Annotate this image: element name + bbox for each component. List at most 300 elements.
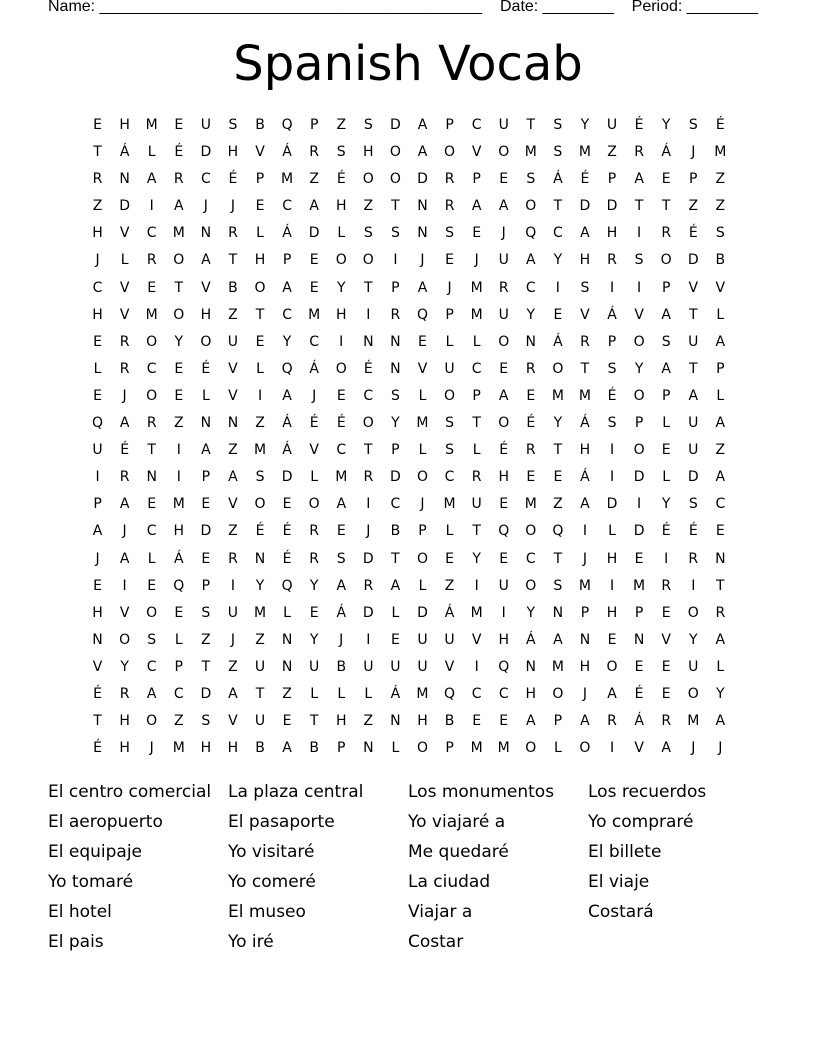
grid-letter[interactable]: I — [474, 577, 479, 594]
grid-letter[interactable]: S — [255, 469, 265, 486]
grid-letter[interactable]: C — [525, 279, 536, 296]
grid-letter[interactable]: E — [174, 604, 184, 621]
grid-letter[interactable]: T — [553, 442, 563, 459]
grid-letter[interactable]: S — [445, 415, 454, 432]
grid-letter[interactable]: D — [687, 469, 699, 486]
grid-letter[interactable]: M — [145, 306, 158, 323]
grid-letter[interactable]: S — [336, 550, 346, 567]
grid-letter[interactable]: T — [174, 279, 184, 296]
grid-letter[interactable]: O — [362, 171, 374, 188]
grid-letter[interactable]: O — [119, 631, 131, 648]
grid-letter[interactable]: V — [228, 713, 238, 730]
grid-letter[interactable]: E — [499, 550, 509, 567]
grid-letter[interactable]: T — [526, 117, 536, 133]
grid-letter[interactable]: I — [122, 577, 127, 594]
grid-letter[interactable]: L — [147, 550, 156, 567]
grid-letter[interactable]: P — [472, 387, 481, 404]
grid-letter[interactable]: S — [363, 225, 373, 242]
grid-letter[interactable]: E — [661, 658, 671, 675]
grid-letter[interactable]: M — [172, 496, 185, 513]
grid-letter[interactable]: R — [661, 225, 672, 242]
grid-letter[interactable]: L — [93, 360, 102, 377]
grid-letter[interactable]: H — [335, 306, 347, 323]
grid-letter[interactable]: A — [146, 685, 157, 702]
grid-letter[interactable]: S — [390, 225, 400, 242]
grid-letter[interactable]: E — [418, 333, 427, 350]
grid-letter[interactable]: L — [445, 333, 454, 350]
grid-letter[interactable]: U — [417, 631, 428, 648]
grid-letter[interactable]: D — [633, 523, 645, 540]
grid-letter[interactable]: Á — [119, 144, 130, 161]
grid-letter[interactable]: O — [335, 360, 347, 377]
grid-letter[interactable]: M — [145, 117, 158, 133]
grid-letter[interactable]: I — [366, 306, 371, 323]
grid-letter[interactable]: Á — [282, 144, 292, 161]
grid-letter[interactable]: Y — [255, 577, 265, 594]
grid-letter[interactable]: M — [308, 306, 321, 323]
grid-letter[interactable]: P — [607, 171, 617, 188]
grid-letter[interactable]: T — [228, 252, 238, 269]
grid-letter[interactable]: U — [498, 306, 509, 323]
grid-letter[interactable]: U — [444, 360, 455, 377]
grid-letter[interactable]: A — [580, 496, 590, 513]
grid-letter[interactable]: O — [498, 415, 510, 432]
grid-letter[interactable]: O — [146, 713, 158, 730]
grid-letter[interactable]: P — [661, 279, 671, 296]
grid-letter[interactable]: Z — [228, 306, 238, 323]
grid-letter[interactable]: N — [281, 631, 293, 648]
grid-letter[interactable]: O — [416, 550, 428, 567]
grid-letter[interactable]: P — [716, 360, 725, 377]
grid-letter[interactable]: I — [609, 279, 615, 296]
grid-letter[interactable]: Q — [281, 577, 293, 594]
grid-letter[interactable]: T — [553, 198, 563, 215]
grid-letter[interactable]: O — [416, 469, 428, 486]
grid-letter[interactable]: R — [634, 144, 644, 161]
grid-letter[interactable]: E — [499, 713, 509, 730]
grid-letter[interactable]: Z — [715, 171, 726, 188]
grid-letter[interactable]: C — [173, 685, 184, 702]
grid-letter[interactable]: H — [200, 306, 212, 323]
grid-letter[interactable]: Z — [92, 198, 103, 215]
grid-letter[interactable]: P — [255, 171, 265, 188]
grid-letter[interactable]: C — [471, 117, 482, 133]
grid-letter[interactable]: L — [256, 225, 264, 242]
grid-letter[interactable]: R — [119, 360, 130, 377]
grid-letter[interactable]: A — [553, 631, 563, 648]
grid-letter[interactable]: Q — [498, 523, 510, 540]
grid-letter[interactable]: N — [254, 550, 266, 567]
grid-letter[interactable]: É — [93, 740, 102, 757]
grid-letter[interactable]: H — [119, 117, 130, 133]
grid-letter[interactable]: Á — [282, 442, 292, 459]
grid-letter[interactable]: U — [498, 117, 509, 133]
grid-letter[interactable]: N — [417, 198, 428, 215]
grid-letter[interactable]: R — [119, 469, 130, 486]
grid-letter[interactable]: I — [609, 442, 615, 459]
grid-letter[interactable]: T — [255, 306, 265, 323]
grid-letter[interactable]: C — [282, 306, 292, 323]
grid-letter[interactable]: L — [147, 144, 156, 161]
grid-letter[interactable]: A — [228, 469, 238, 486]
grid-letter[interactable]: A — [688, 387, 699, 404]
grid-letter[interactable]: T — [147, 442, 156, 459]
grid-letter[interactable]: E — [445, 550, 454, 567]
grid-letter[interactable]: B — [255, 117, 265, 133]
grid-letter[interactable]: S — [634, 252, 644, 269]
grid-letter[interactable]: V — [119, 225, 130, 242]
grid-letter[interactable]: B — [255, 740, 265, 757]
grid-letter[interactable]: I — [555, 279, 560, 296]
grid-letter[interactable]: R — [580, 333, 590, 350]
grid-letter[interactable]: E — [309, 279, 319, 296]
grid-letter[interactable]: É — [255, 523, 265, 540]
grid-letter[interactable]: U — [498, 252, 509, 269]
grid-letter[interactable]: C — [715, 496, 726, 513]
grid-letter[interactable]: V — [471, 631, 482, 648]
grid-letter[interactable]: U — [498, 577, 509, 594]
grid-letter[interactable]: O — [444, 387, 456, 404]
grid-letter[interactable]: D — [200, 523, 212, 540]
grid-letter[interactable]: S — [553, 144, 563, 161]
grid-letter[interactable]: I — [230, 577, 235, 594]
grid-letter[interactable]: Á — [580, 469, 590, 486]
grid-letter[interactable]: O — [254, 496, 266, 513]
grid-letter[interactable]: S — [363, 117, 373, 133]
grid-letter[interactable]: M — [551, 658, 564, 675]
grid-letter[interactable]: E — [174, 117, 184, 133]
grid-letter[interactable]: D — [200, 685, 212, 702]
grid-letter[interactable]: Y — [309, 631, 319, 648]
grid-letter[interactable]: E — [390, 631, 400, 648]
grid-letter[interactable]: É — [120, 442, 130, 459]
grid-letter[interactable]: I — [664, 550, 669, 567]
grid-letter[interactable]: M — [524, 496, 537, 513]
grid-letter[interactable]: P — [201, 469, 211, 486]
grid-letter[interactable]: O — [200, 333, 212, 350]
grid-letter[interactable]: O — [687, 685, 699, 702]
grid-letter[interactable]: A — [417, 144, 428, 161]
grid-letter[interactable]: L — [337, 225, 346, 242]
grid-letter[interactable]: L — [364, 685, 373, 702]
grid-letter[interactable]: S — [553, 577, 563, 594]
grid-letter[interactable]: R — [688, 550, 699, 567]
grid-letter[interactable]: B — [336, 658, 347, 675]
grid-letter[interactable]: O — [606, 658, 618, 675]
grid-letter[interactable]: H — [579, 658, 591, 675]
grid-letter[interactable]: C — [146, 360, 157, 377]
grid-letter[interactable]: J — [447, 279, 452, 296]
grid-letter[interactable]: U — [606, 117, 618, 133]
grid-letter[interactable]: N — [390, 713, 401, 730]
grid-letter[interactable]: É — [499, 442, 509, 459]
grid-letter[interactable]: S — [688, 117, 698, 133]
grid-letter[interactable]: D — [390, 117, 401, 133]
grid-letter[interactable]: E — [553, 306, 563, 323]
grid-letter[interactable]: H — [227, 144, 239, 161]
grid-letter[interactable]: R — [92, 171, 103, 188]
grid-letter[interactable]: E — [93, 387, 102, 404]
grid-letter[interactable]: A — [119, 415, 130, 432]
grid-letter[interactable]: O — [444, 144, 456, 161]
grid-letter[interactable]: E — [472, 713, 482, 730]
grid-letter[interactable]: Z — [173, 415, 184, 432]
grid-letter[interactable]: H — [227, 740, 239, 757]
grid-letter[interactable]: T — [716, 577, 725, 594]
grid-letter[interactable]: R — [661, 713, 672, 730]
grid-letter[interactable]: Z — [255, 631, 265, 648]
grid-letter[interactable]: Z — [607, 144, 617, 161]
grid-letter[interactable]: Z — [282, 685, 292, 702]
grid-letter[interactable]: V — [119, 604, 130, 621]
grid-letter[interactable]: A — [119, 496, 130, 513]
grid-letter[interactable]: Z — [336, 117, 347, 133]
grid-letter[interactable]: R — [607, 252, 617, 269]
grid-letter[interactable]: T — [688, 306, 698, 323]
grid-letter[interactable]: L — [120, 252, 129, 269]
grid-letter[interactable]: L — [553, 740, 562, 757]
grid-letter[interactable]: O — [362, 252, 374, 269]
grid-letter[interactable]: C — [363, 387, 374, 404]
grid-letter[interactable]: V — [634, 740, 644, 757]
grid-letter[interactable]: Á — [282, 225, 292, 242]
grid-letter[interactable]: P — [472, 171, 481, 188]
grid-letter[interactable]: Q — [498, 658, 510, 675]
grid-letter[interactable]: E — [282, 496, 292, 513]
grid-letter[interactable]: Á — [390, 685, 401, 702]
grid-letter[interactable]: A — [661, 306, 671, 323]
grid-letter[interactable]: A — [715, 333, 726, 350]
grid-letter[interactable]: N — [552, 604, 564, 621]
grid-letter[interactable]: M — [253, 604, 267, 621]
grid-letter[interactable]: N — [390, 333, 401, 350]
grid-letter[interactable]: T — [391, 550, 400, 567]
grid-letter[interactable]: R — [173, 171, 184, 188]
grid-letter[interactable]: J — [230, 631, 235, 648]
grid-letter[interactable]: L — [662, 415, 671, 432]
grid-letter[interactable]: É — [336, 415, 346, 432]
grid-letter[interactable]: N — [579, 631, 591, 648]
grid-letter[interactable]: R — [363, 577, 374, 594]
grid-letter[interactable]: U — [92, 442, 103, 459]
grid-letter[interactable]: L — [256, 360, 264, 377]
grid-letter[interactable]: A — [417, 279, 428, 296]
grid-letter[interactable]: J — [691, 740, 696, 757]
grid-letter[interactable]: T — [391, 198, 400, 215]
grid-letter[interactable]: É — [336, 171, 346, 188]
grid-letter[interactable]: Y — [174, 333, 184, 350]
grid-letter[interactable]: D — [200, 144, 212, 161]
grid-letter[interactable]: O — [525, 523, 537, 540]
grid-letter[interactable]: Z — [363, 198, 374, 215]
grid-letter[interactable]: Á — [336, 604, 347, 621]
grid-letter[interactable]: H — [335, 713, 347, 730]
grid-letter[interactable]: C — [146, 523, 157, 540]
grid-letter[interactable]: I — [149, 198, 154, 215]
grid-letter[interactable]: É — [634, 685, 644, 702]
grid-letter[interactable]: Y — [526, 604, 536, 621]
grid-letter[interactable]: Y — [688, 631, 698, 648]
grid-letter[interactable]: D — [362, 604, 374, 621]
grid-letter[interactable]: R — [607, 713, 617, 730]
grid-letter[interactable]: I — [176, 442, 181, 459]
grid-letter[interactable]: É — [661, 523, 671, 540]
grid-letter[interactable]: Á — [444, 604, 455, 621]
grid-letter[interactable]: E — [201, 496, 211, 513]
grid-letter[interactable]: É — [282, 523, 292, 540]
grid-letter[interactable]: H — [606, 604, 618, 621]
grid-letter[interactable]: L — [472, 442, 481, 459]
grid-letter[interactable]: T — [201, 658, 211, 675]
grid-letter[interactable]: N — [525, 658, 537, 675]
grid-letter[interactable]: E — [661, 171, 671, 188]
grid-letter[interactable]: R — [146, 415, 157, 432]
grid-letter[interactable]: H — [335, 198, 347, 215]
grid-letter[interactable]: P — [580, 604, 590, 621]
grid-letter[interactable]: A — [92, 523, 103, 540]
grid-letter[interactable]: U — [688, 442, 699, 459]
grid-letter[interactable]: É — [634, 117, 644, 133]
grid-letter[interactable]: H — [92, 225, 103, 242]
grid-letter[interactable]: M — [470, 740, 483, 757]
grid-letter[interactable]: Y — [336, 279, 346, 296]
grid-letter[interactable]: J — [203, 198, 208, 215]
grid-letter[interactable]: Q — [416, 306, 428, 323]
grid-letter[interactable]: É — [93, 685, 102, 702]
grid-letter[interactable]: O — [416, 740, 428, 757]
grid-letter[interactable]: R — [390, 306, 401, 323]
grid-letter[interactable]: C — [525, 550, 536, 567]
grid-letter[interactable]: E — [553, 469, 563, 486]
grid-letter[interactable]: D — [362, 550, 374, 567]
grid-letter[interactable]: C — [92, 279, 103, 296]
grid-letter[interactable]: R — [119, 685, 130, 702]
grid-letter[interactable]: R — [228, 550, 238, 567]
grid-letter[interactable]: I — [339, 333, 344, 350]
grid-letter[interactable]: H — [119, 740, 130, 757]
grid-letter[interactable]: L — [716, 658, 725, 675]
grid-letter[interactable]: Z — [201, 631, 211, 648]
grid-letter[interactable]: V — [119, 306, 130, 323]
grid-letter[interactable]: O — [254, 279, 266, 296]
grid-letter[interactable]: P — [445, 306, 454, 323]
grid-letter[interactable]: Q — [525, 225, 537, 242]
grid-letter[interactable]: U — [254, 713, 266, 730]
grid-letter[interactable]: P — [391, 442, 400, 459]
grid-letter[interactable]: Á — [282, 415, 292, 432]
grid-letter[interactable]: P — [553, 713, 563, 730]
grid-letter[interactable]: Á — [553, 171, 563, 188]
grid-letter[interactable]: C — [471, 685, 482, 702]
grid-letter[interactable]: S — [445, 442, 454, 459]
grid-letter[interactable]: A — [471, 198, 482, 215]
grid-letter[interactable]: J — [366, 523, 371, 540]
grid-letter[interactable]: B — [309, 740, 319, 757]
grid-letter[interactable]: V — [309, 442, 319, 459]
grid-letter[interactable]: Z — [228, 442, 238, 459]
grid-letter[interactable]: E — [147, 577, 157, 594]
grid-letter[interactable]: E — [93, 117, 102, 133]
grid-letter[interactable]: A — [498, 387, 509, 404]
grid-letter[interactable]: D — [606, 496, 618, 513]
grid-letter[interactable]: A — [526, 252, 536, 269]
grid-letter[interactable]: M — [578, 387, 591, 404]
grid-letter[interactable]: L — [201, 387, 210, 404]
grid-letter[interactable]: Q — [92, 415, 104, 432]
grid-letter[interactable]: E — [472, 225, 482, 242]
grid-letter[interactable]: R — [119, 333, 130, 350]
grid-letter[interactable]: I — [501, 604, 506, 621]
grid-letter[interactable]: Y — [282, 333, 292, 350]
grid-letter[interactable]: S — [715, 225, 725, 242]
grid-letter[interactable]: L — [174, 631, 183, 648]
grid-letter[interactable]: Y — [661, 496, 671, 513]
grid-letter[interactable]: O — [660, 252, 672, 269]
grid-letter[interactable]: Y — [580, 117, 590, 133]
grid-letter[interactable]: M — [470, 279, 483, 296]
grid-letter[interactable]: Q — [173, 577, 185, 594]
grid-letter[interactable]: A — [282, 740, 292, 757]
grid-letter[interactable]: U — [227, 604, 239, 621]
grid-letter[interactable]: J — [312, 387, 317, 404]
grid-letter[interactable]: L — [418, 442, 427, 459]
grid-letter[interactable]: N — [200, 225, 212, 242]
grid-letter[interactable]: C — [146, 225, 157, 242]
grid-letter[interactable]: R — [498, 279, 509, 296]
grid-letter[interactable]: O — [498, 144, 510, 161]
grid-letter[interactable]: O — [308, 496, 320, 513]
grid-letter[interactable]: I — [95, 469, 100, 486]
grid-letter[interactable]: A — [201, 252, 211, 269]
grid-letter[interactable]: H — [606, 550, 618, 567]
grid-letter[interactable]: N — [92, 631, 103, 648]
grid-letter[interactable]: I — [474, 658, 479, 675]
grid-letter[interactable]: I — [582, 523, 588, 540]
grid-letter[interactable]: Y — [309, 577, 319, 594]
grid-letter[interactable]: M — [443, 496, 456, 513]
grid-letter[interactable]: É — [201, 360, 211, 377]
grid-letter[interactable]: M — [470, 604, 483, 621]
grid-letter[interactable]: H — [579, 442, 591, 459]
grid-letter[interactable]: D — [417, 604, 428, 621]
grid-letter[interactable]: M — [551, 387, 564, 404]
grid-letter[interactable]: A — [282, 279, 292, 296]
grid-letter[interactable]: Q — [552, 523, 564, 540]
grid-letter[interactable]: N — [119, 171, 130, 188]
grid-letter[interactable]: E — [147, 496, 157, 513]
grid-letter[interactable]: H — [254, 252, 266, 269]
grid-letter[interactable]: N — [633, 631, 645, 648]
grid-letter[interactable]: J — [122, 523, 127, 540]
grid-letter[interactable]: C — [552, 225, 563, 242]
grid-letter[interactable]: R — [661, 577, 672, 594]
grid-letter[interactable]: T — [93, 713, 102, 730]
grid-letter[interactable]: E — [255, 333, 265, 350]
grid-letter[interactable]: H — [525, 685, 537, 702]
grid-letter[interactable]: A — [526, 713, 536, 730]
grid-letter[interactable]: Z — [715, 198, 726, 215]
grid-letter[interactable]: O — [173, 252, 185, 269]
grid-letter[interactable]: S — [526, 171, 536, 188]
grid-letter[interactable]: Q — [444, 685, 456, 702]
grid-letter[interactable]: E — [93, 333, 102, 350]
grid-letter[interactable]: O — [146, 333, 158, 350]
grid-letter[interactable]: D — [119, 198, 130, 215]
grid-letter[interactable]: E — [499, 496, 509, 513]
grid-letter[interactable]: O — [525, 198, 537, 215]
grid-letter[interactable]: R — [309, 523, 320, 540]
grid-letter[interactable]: T — [580, 360, 590, 377]
